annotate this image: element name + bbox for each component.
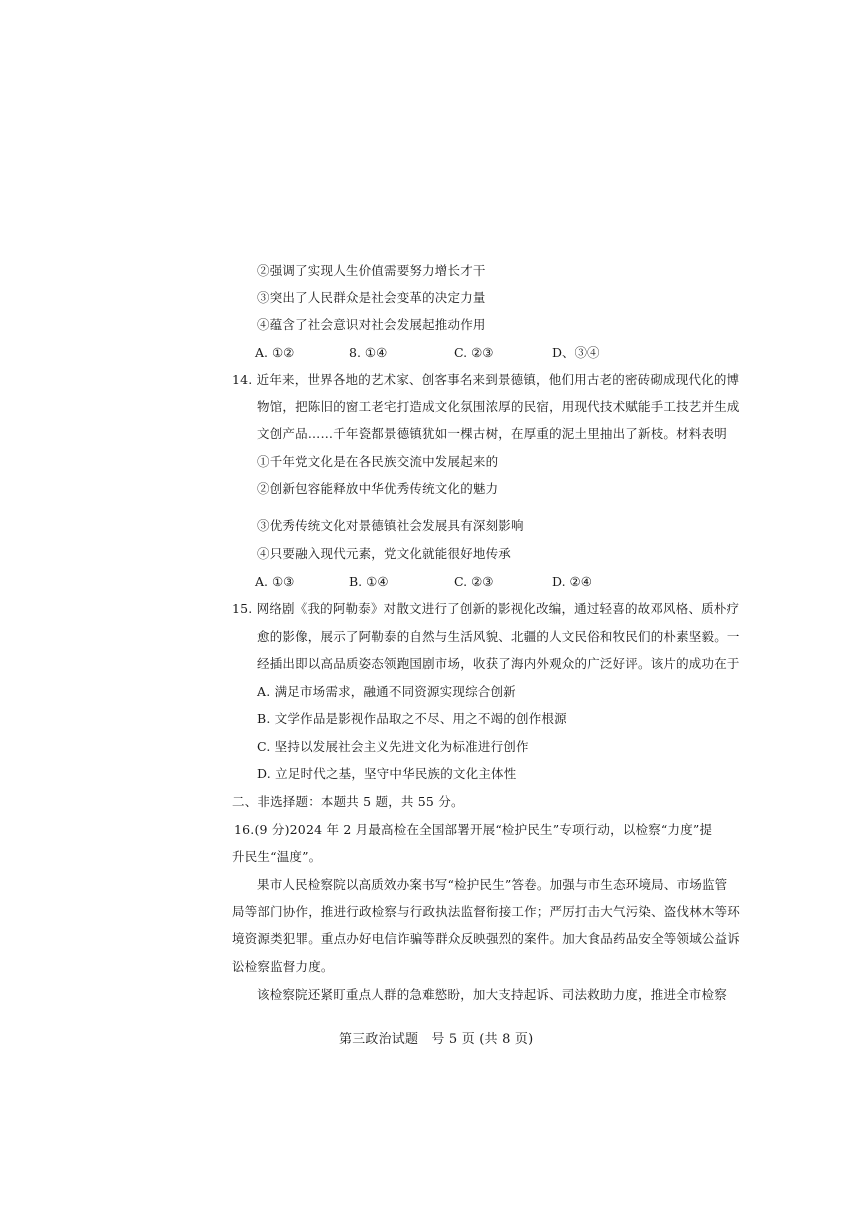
q15-option-a: A. 满足市场需求，融通不同资源实现综合创新 [257,684,516,699]
q13-option-a: A. ①② [255,345,295,360]
q15-stem-line-3: 经插出即以高品质姿态领跑国剧市场，收获了海内外观众的广泛好评。该片的成功在于 [257,656,740,671]
q14-statement-4: ④只要融入现代元素，党文化就能很好地传承 [257,546,512,561]
q14-stem-line-2: 物馆，把陈旧的窗工老宅打造成文化氛围浓厚的民宿，用现代技术赋能手工技艺并生成 [257,399,740,414]
q14-stem-line-3: 文创产品……千年瓷都景德镇犹如一棵古树，在厚重的泥土里抽出了新枝。材料表明 [257,426,727,441]
q15-stem-line-2: 愈的影像，展示了阿勒泰的自然与生活风貌、北疆的人文民俗和牧民们的朴素坚毅。一 [257,629,740,644]
q13-statement-3: ③突出了人民群众是社会变革的决定力量 [257,290,486,305]
q13-option-c: C. ②③ [454,345,494,360]
q14-stem-line-1: 14. 近年来，世界各地的艺术家、创客事名来到景德镇，他们用古老的密砖砌成现代化的博 [232,372,740,387]
page-footer: 第三政治试题 号 5 页 (共 8 页) [339,1032,534,1047]
q15-option-d: D. 立足时代之基，坚守中华民族的文化主体性 [257,766,517,781]
q15-option-c: C. 坚持以发展社会主义先进文化为标准进行创作 [257,739,529,754]
q13-statement-2: ②强调了实现人生价值需要努力增长才干 [257,263,486,278]
q16-para2-line-1: 该检察院还紧盯重点人群的急难慾盼，加大支持起诉、司法救助力度，推进全市检察 [257,987,727,1002]
q14-option-a: A. ①③ [255,574,295,589]
q14-option-c: C. ②③ [454,574,494,589]
q16-para1-line-1: 果市人民检察院以高质效办案书写“检护民生”答卷。加强与市生态环境局、市场监管 [257,877,728,892]
q14-statement-2: ②创新包容能释放中华优秀传统文化的魅力 [257,481,499,496]
q15-stem-line-1: 15. 网络剧《我的阿勒泰》对散文进行了创新的影视化改编，通过轻喜的故邓风格、质朴疗 [232,601,740,616]
q16-stem-line-2: 升民生“温度”。 [232,849,322,864]
section-2-heading: 二、非选择题：本题共 5 题，共 55 分。 [232,794,464,809]
q14-option-d: D. ②④ [552,574,592,589]
q13-option-b: 8. ①④ [349,345,388,360]
q13-statement-4: ④蕴含了社会意识对社会发展起推动作用 [257,317,486,332]
q15-option-b: B. 文学作品是影视作品取之不尽、用之不竭的创作根源 [257,711,567,726]
q16-para1-line-4: 讼检察监督力度。 [232,959,334,974]
q16-para1-line-3: 境资源类犯罪。重点办好电信诈骗等群众反映强烈的案件。加大食品药品安全等领域公益诉 [232,931,741,946]
q16-para1-line-2: 局等部门协作，推进行政检察与行政执法监督衔接工作；严厉打击大气污染、盗伐林木等环 [232,904,741,919]
q13-option-d: D、③④ [552,345,600,360]
q14-statement-1: ①千年党文化是在各民族交流中发展起来的 [257,454,499,469]
q16-stem-line-1: 16.(9 分)2024 年 2 月最高检在全国部署开展“检护民生”专项行动，以检察“力度”提 [234,822,713,837]
q14-option-b: B. ①④ [349,574,389,589]
q14-statement-3: ③优秀传统文化对景德镇社会发展具有深刻影响 [257,518,524,533]
